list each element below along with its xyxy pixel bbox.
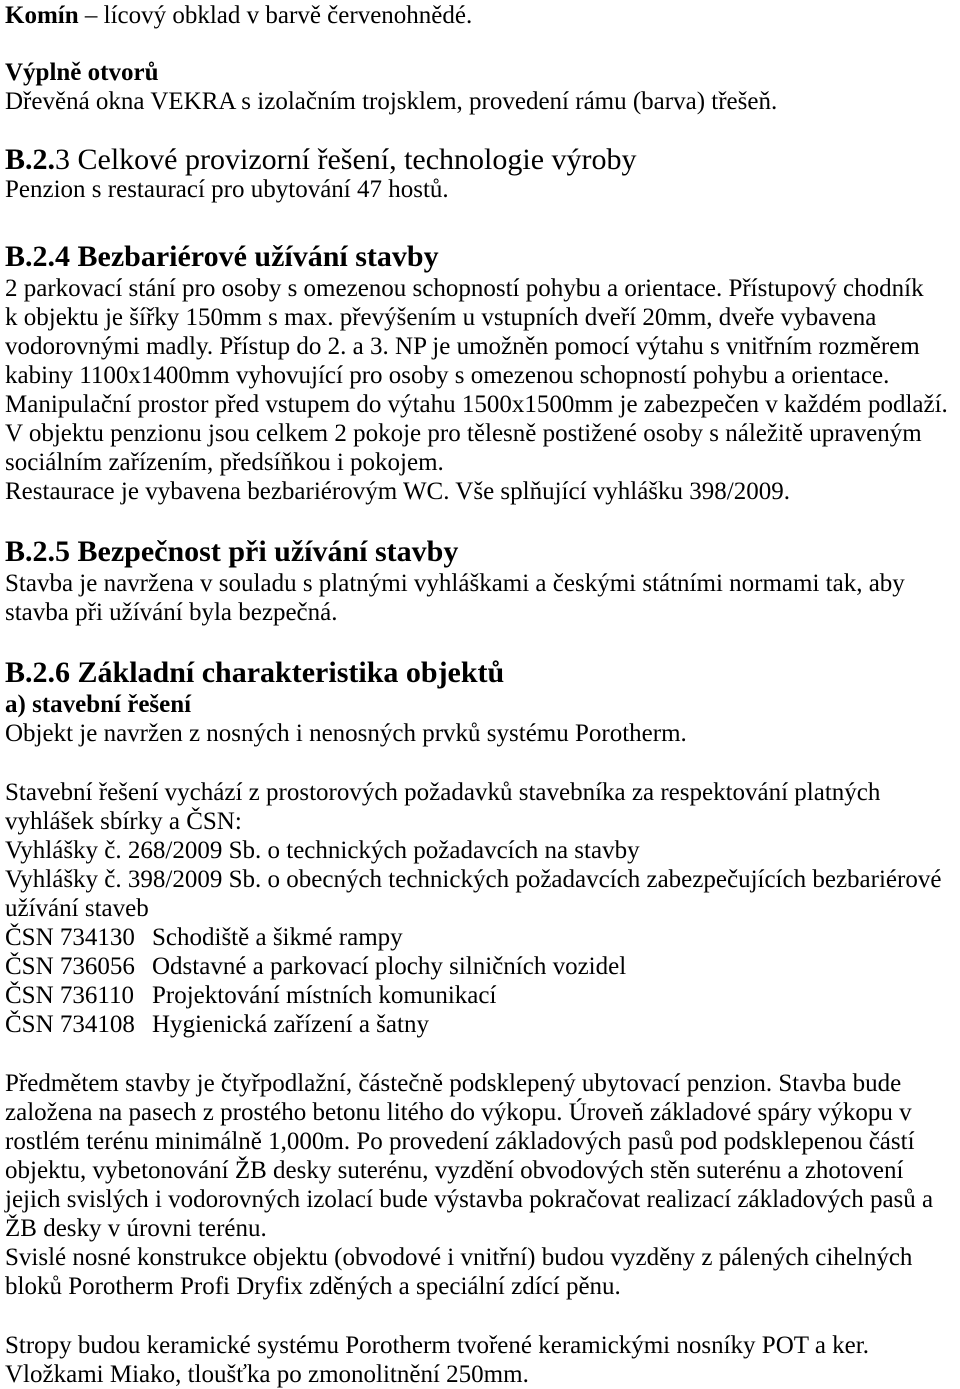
csn-row — [5, 1010, 429, 1039]
section-b23-heading — [5, 143, 637, 177]
csn-code: ČSN 734130 — [5, 924, 135, 951]
ceiling-line: Vložkami Miako, tloušťka po zmonolitnění 250mm. — [5, 1361, 529, 1388]
section-b23-text: Penzion s restaurací pro ubytování 47 hostů. — [5, 176, 449, 203]
regulation-line: Vyhlášky č. 398/2009 Sb. o obecných technických požadavcích zabezpečujících bezbariérové — [5, 866, 942, 893]
vyplne-text: Dřevěná okna VEKRA s izolačním trojsklem, provedení rámu (barva) třešeň. — [5, 88, 778, 115]
section-b25-line: stavba při užívání byla bezpečná. — [5, 599, 338, 626]
section-b26-heading: B.2.6 Základní charakteristika objektů — [5, 656, 505, 689]
structure-line: Svislé nosné konstrukce objektu (obvodové i vnitřní) budou vyzděny z pálených cihelných — [5, 1244, 913, 1271]
section-b24-line: Manipulační prostor před vstupem do výtahu 1500x1500mm je zabezpečen v každém podlaží. — [5, 391, 948, 418]
section-b26-intro: Objekt je navržen z nosných i nenosných prvků systému Porotherm. — [5, 720, 687, 747]
section-b24-heading: B.2.4 Bezbariérové užívání stavby — [5, 240, 439, 273]
vyplne-heading: Výplně otvorů — [5, 59, 159, 86]
section-b23-number: B.2. — [5, 143, 56, 176]
standards-line: Stavební řešení vychází z prostorových požadavků stavebníka za respektování platných — [5, 779, 881, 806]
structure-line: ŽB desky v úrovni terénu. — [5, 1215, 267, 1242]
section-b24-line: sociálním zařízením, předsíňkou i pokojem. — [5, 449, 444, 476]
section-b24-line: k objektu je šířky 150mm s max. převýšením u vstupních dveří 20mm, dveře vybavena — [5, 304, 877, 331]
csn-code: ČSN 736110 — [5, 982, 134, 1009]
structure-line: založena na pasech z prostého betonu litého do výkopu. Úroveň základové spáry výkopu v — [5, 1099, 912, 1126]
ceiling-line: Stropy budou keramické systému Porotherm tvořené keramickými nosníky POT a ker. — [5, 1332, 869, 1359]
csn-row — [5, 981, 496, 1010]
section-b24-line: vodorovnými madly. Přístup do 2. a 3. NP je umožněn pomocí výtahu s vnitřním rozměrem — [5, 333, 920, 360]
structure-line: Předmětem stavby je čtyřpodlažní, částečně podsklepený ubytovací penzion. Stavba bude — [5, 1070, 902, 1097]
section-b23-title: 3 Celkové provizorní řešení, technologie výroby — [55, 143, 637, 176]
section-b26-subheading: a) stavební řešení — [5, 691, 192, 718]
section-b24-line: kabiny 1100x1400mm vyhovující pro osoby s omezenou schopností pohybu a orientace. — [5, 362, 890, 389]
section-b24-line: 2 parkovací stání pro osoby s omezenou schopností pohybu a orientace. Přístupový chodník — [5, 275, 924, 302]
structure-line: bloků Porotherm Profi Dryfix zděných a speciální zdící pěnu. — [5, 1273, 621, 1300]
structure-line: objektu, vybetonování ŽB desky suterénu, vyzdění obvodových stěn suterénu a zhotovení — [5, 1157, 904, 1184]
csn-title: Hygienická zařízení a šatny — [152, 1011, 429, 1038]
regulation-line: Vyhlášky č. 268/2009 Sb. o technických požadavcích na stavby — [5, 837, 640, 864]
csn-code: ČSN 734108 — [5, 1011, 135, 1038]
section-b25-line: Stavba je navržena v souladu s platnými vyhláškami a českými státními normami tak, aby — [5, 570, 905, 597]
komin-label: Komín — [5, 2, 79, 29]
komin-line — [5, 1, 472, 30]
csn-title: Odstavné a parkovací plochy silničních vozidel — [152, 953, 627, 980]
structure-line: rostlém terénu minimálně 1,000m. Po provedení základových pasů pod podsklepenou částí — [5, 1128, 915, 1155]
section-b24-line: Restaurace je vybavena bezbariérovým WC. Vše splňující vyhlášku 398/2009. — [5, 478, 790, 505]
regulation-line: užívání staveb — [5, 895, 149, 922]
csn-title: Projektování místních komunikací — [152, 982, 497, 1009]
csn-code: ČSN 736056 — [5, 953, 135, 980]
csn-row — [5, 923, 403, 952]
csn-title: Schodiště a šikmé rampy — [152, 924, 403, 951]
csn-row — [5, 952, 626, 981]
structure-line: jejich svislých i vodorovných izolací bude výstavba pokračovat realizací základových pasů a — [5, 1186, 934, 1213]
section-b25-heading: B.2.5 Bezpečnost při užívání stavby — [5, 535, 459, 568]
standards-line: vyhlášek sbírky a ČSN: — [5, 808, 242, 835]
section-b24-line: V objektu penzionu jsou celkem 2 pokoje pro tělesně postižené osoby s náležitě upraveným — [5, 420, 922, 447]
komin-text: – lícový obklad v barvě červenohnědé. — [78, 2, 473, 29]
